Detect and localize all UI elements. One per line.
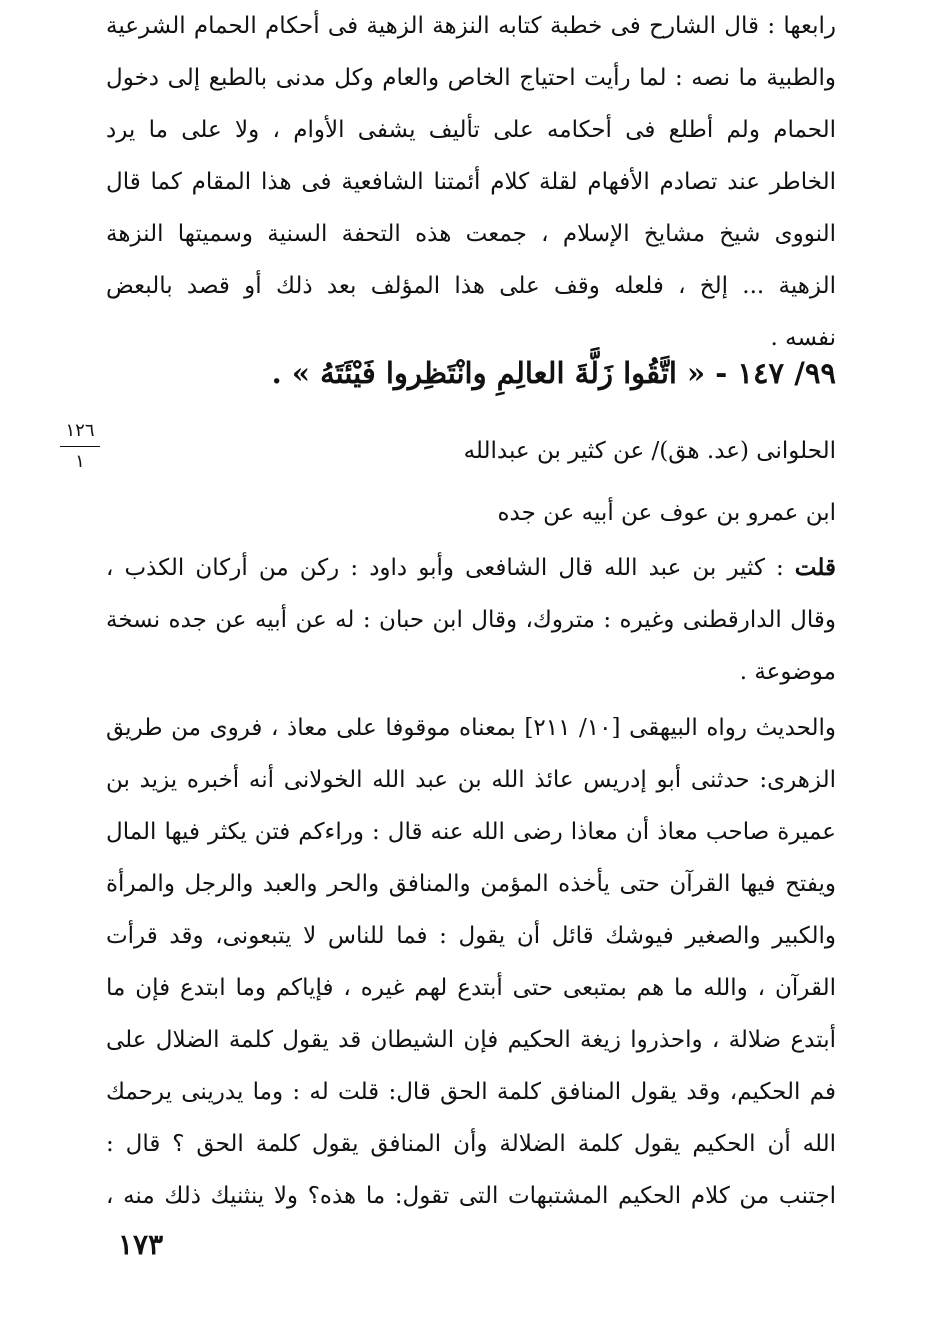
text-line: ويفتح فيها القرآن حتى يأخذه المؤمن والمنافق والحر والعبد والرجل والمرأة	[106, 871, 836, 897]
text-line: والحديث رواه البيهقى [١٠/ ٢١١] بمعناه موقوفا على معاذ ، فروى من طريق	[106, 715, 836, 741]
text-segment: : كثير بن عبد الله قال الشافعى وأبو داود : ركن من أركان الكذب ،	[106, 555, 784, 581]
text-line: الخاطر عند تصادم الأفهام لقلة كلام أئمتنا الشافعية فى هذا المقام كما قال	[106, 169, 836, 195]
text-line: رابعها : قال الشارح فى خطبة كتابه النزهة الزهية فى أحكام الحمام الشرعية	[106, 13, 836, 39]
page-number: ١٧٣	[118, 1228, 164, 1261]
text-line: الزهية ... إلخ ، فلعله وقف على هذا المؤلف بعد ذلك أو قصد بالبعض	[106, 273, 836, 299]
paragraph-narrator-criticism	[106, 542, 836, 698]
text-line: القرآن ، والله ما هم بمتبعى حتى أبتدع لهم غيره ، فإياكم وما ابتدع فإن ما	[106, 975, 836, 1001]
margin-reference-bottom: ١	[75, 451, 85, 472]
text-line: والكبير والصغير فيوشك قائل أن يقول : فما للناس لا يتبعونى، وقد قرأت	[106, 923, 836, 949]
margin-reference	[60, 420, 100, 473]
margin-reference-divider	[60, 446, 100, 447]
text-line: فم الحكيم، وقد يقول المنافق كلمة الحق قال: قلت له : وما يدرينى يرحمك	[106, 1079, 836, 1105]
text-line: عميرة صاحب معاذ أن معاذا رضى الله عنه قال : وراءكم فتن يكثر فيها المال	[106, 819, 836, 845]
hadith-heading: ٩٩/ ١٤٧ - « اتَّقُوا زَلَّةَ العالِمِ وانْتَظِروا فَيْئَتَهُ » .	[271, 356, 836, 390]
text-line: أبتدع ضلالة ، واحذروا زيغة الحكيم فإن الشيطان قد يقول كلمة الضلال على	[106, 1027, 836, 1053]
text-line: الله أن الحكيم يقول كلمة الضلالة وأن المنافق يقول كلمة الحق ؟ قال :	[106, 1131, 836, 1157]
isnad-chain	[464, 420, 836, 544]
lead-word: قلت	[794, 554, 836, 581]
text-line: النووى شيخ مشايخ الإسلام ، جمعت هذه التحفة السنية وسميتها النزهة	[106, 221, 836, 247]
text-line: نفسه .	[770, 325, 836, 351]
paragraph-hadith-takhrij	[106, 702, 836, 1222]
text-line: موضوعة .	[739, 659, 836, 685]
text-line: الحمام ولم أطلع فى أحكامه على تأليف يشفى الأوام ، ولا على ما يرد	[106, 117, 836, 143]
text-line: وقال الدارقطنى وغيره : متروك، وقال ابن حبان : له عن أبيه عن جده نسخة	[106, 607, 836, 633]
isnad-line: ابن عمرو بن عوف عن أبيه عن جده	[497, 500, 836, 526]
paragraph-commentary	[106, 0, 836, 364]
text-line: والطبية ما نصه : لما رأيت احتياج الخاص والعام وكل مدنى بالطبع إلى دخول	[106, 65, 836, 91]
isnad-line: الحلوانى (عد. هق)/ عن كثير بن عبدالله	[463, 438, 836, 464]
text-line	[106, 542, 836, 594]
text-line: اجتنب من كلام الحكيم المشتبهات التى تقول: ما هذه؟ ولا ينثنيك ذلك منه ،	[106, 1183, 836, 1209]
margin-reference-top: ١٢٦	[65, 420, 95, 441]
text-line: الزهرى: حدثنى أبو إدريس عائذ الله بن عبد الله الخولانى أنه أخبره يزيد بن	[106, 767, 836, 793]
